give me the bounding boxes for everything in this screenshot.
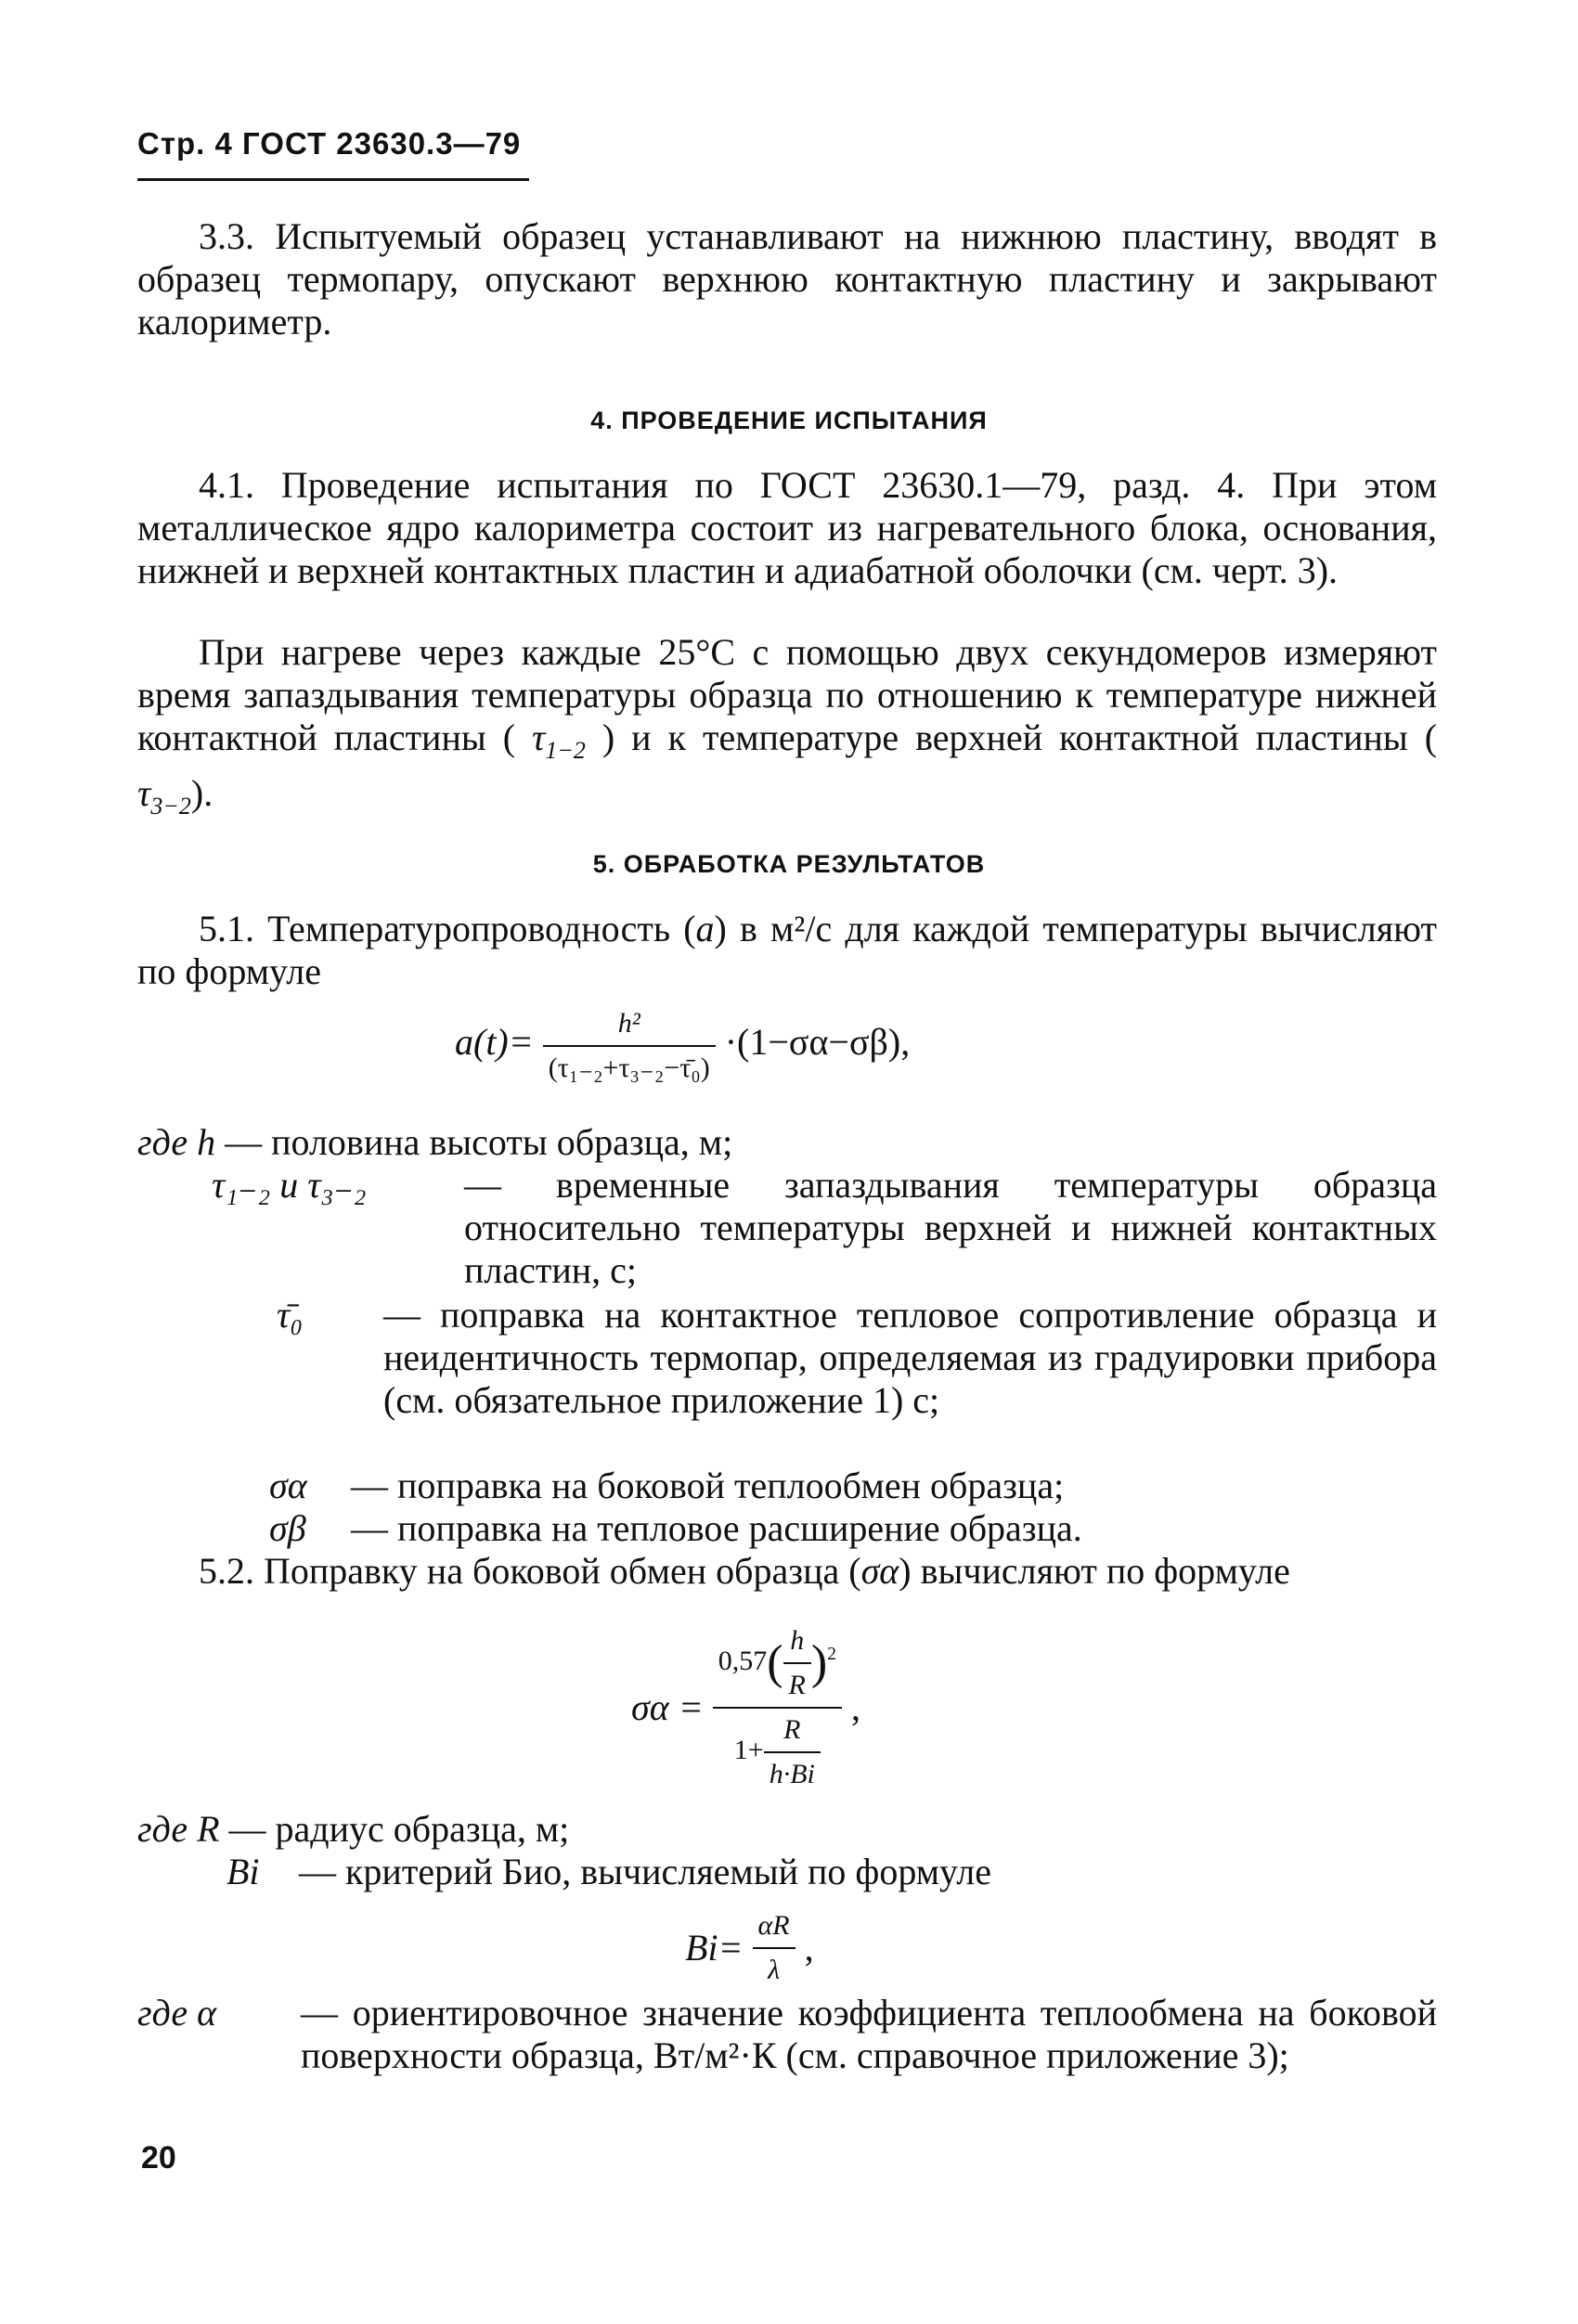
fraction-numerator — [713, 1620, 842, 1707]
definition-symbol: где R — [137, 1808, 220, 1850]
paragraph-5-2 — [137, 1550, 1437, 1593]
one-plus: 1+ — [733, 1734, 764, 1765]
inner-fraction-2 — [764, 1709, 821, 1796]
paren-left: ( — [767, 1636, 783, 1689]
text-fragment: ). — [190, 772, 213, 814]
definition-text: — поправка на тепловое расширение образца. — [351, 1507, 1082, 1549]
symbol-a: a — [695, 908, 715, 949]
tau-1-2-symbol: $\tau_{1-2}$ — [532, 717, 586, 764]
header-rule — [137, 178, 529, 181]
formula-lhs: a(t)= — [455, 1021, 534, 1064]
inner-numerator: h — [790, 1625, 805, 1656]
definition-symbol: σβ — [269, 1507, 306, 1549]
fraction-denominator — [713, 1707, 842, 1796]
definition-symbol: σα — [269, 1465, 307, 1506]
coefficient: 0,57 — [718, 1645, 768, 1676]
text-fragment: ) в м²/с для каждой температуры вычисляют по формуле — [137, 908, 1437, 992]
text-fragment: При нагреве через каждые 25°С с помощью двух секундомеров измеряют время запаздывания температуры образца по отношению к температуре нижней контактной пластины ( — [137, 631, 1437, 758]
definition-sigma-alpha — [269, 1465, 1064, 1507]
definition-sigma-beta — [269, 1507, 1082, 1550]
inner-numerator-2: R — [783, 1714, 801, 1745]
formula-fraction — [713, 1620, 842, 1796]
definition-text: — критерий Био, вычисляемый по формуле — [299, 1851, 991, 1892]
exponent: 2 — [827, 1644, 836, 1664]
text-fragment: 5.2. Поправку на боковой обмен образца ( — [199, 1550, 861, 1592]
sigma-alpha-symbol: σα — [860, 1550, 899, 1592]
formula-tail: , — [804, 1927, 814, 1969]
formula-lhs: Bi= — [685, 1927, 744, 1969]
formula-fraction — [543, 1002, 716, 1090]
page-number: 20 — [141, 2140, 176, 2176]
fraction-denominator: (τ₁₋₂+τ₃₋₂−τ̄₀) — [543, 1045, 716, 1090]
paragraph-4-1: 4.1. Проведение испытания по ГОСТ 23630.1—79, разд. 4. При этом металлическое ядро калориметра состоит из нагревательного блока, основания, нижней и верхней контактных пластин и адиабатной оболочки (см. черт. 3). — [137, 464, 1437, 591]
formula-fraction — [753, 1904, 795, 1992]
definition-tau0 — [277, 1294, 1437, 1422]
definition-h — [137, 1121, 732, 1164]
definition-alpha — [137, 1992, 1437, 2077]
formula-lhs: σα = — [631, 1686, 704, 1728]
definition-text: — половина высоты образца, м; — [225, 1121, 733, 1163]
inner-denominator-2: h·Bi — [764, 1751, 821, 1796]
paragraph-5-1 — [137, 908, 1437, 993]
definition-symbol: τ̄₀ — [277, 1294, 304, 1336]
formula-Bi — [685, 1904, 814, 1992]
definition-text: — временные запаздывания температуры образца относительно температуры верхней и нижней контактных пластин, с; — [464, 1164, 1437, 1291]
text-fragment: 5.1. Температуропроводность ( — [199, 908, 696, 949]
paragraph-4-1-continued — [137, 631, 1437, 828]
text-fragment: ) вычисляют по формуле — [899, 1550, 1290, 1592]
section-5-heading: 5. ОБРАБОТКА РЕЗУЛЬТАТОВ — [592, 850, 986, 878]
formula-a-t — [455, 1002, 910, 1090]
definition-symbol: где α — [137, 1992, 217, 2034]
definition-tau — [212, 1164, 1437, 1292]
definition-text: — поправка на боковой теплообмен образца; — [351, 1465, 1065, 1506]
formula-tail: , — [850, 1686, 860, 1728]
inner-fraction — [783, 1620, 811, 1707]
fraction-denominator: λ — [753, 1947, 795, 1992]
definition-R — [137, 1808, 569, 1851]
paragraph-3-3: 3.3. Испытуемый образец устанавливают на нижнюю пластину, вводят в образец термопару, опускают верхнюю контактную пластину и закрывают калориметр. — [137, 215, 1437, 342]
definition-symbol: где h — [137, 1121, 216, 1163]
inner-denominator: R — [783, 1662, 811, 1707]
tau-3-2-symbol: $\tau_{3-2}$ — [137, 772, 191, 820]
fraction-numerator: h² — [617, 1008, 640, 1039]
page-header: Стр. 4 ГОСТ 23630.3—79 — [137, 126, 522, 161]
definition-text: — радиус образца, м; — [228, 1808, 570, 1850]
paren-right: ) — [810, 1636, 828, 1689]
definition-text: — поправка на контактное тепловое сопротивление образца и неидентичность термопар, определяемая из градуировки прибора (см. обязательное приложение 1) с; — [383, 1294, 1437, 1421]
definition-text: — ориентировочное значение коэффициента теплообмена на боковой поверхности образца, Вт/м²·К (см. справочное приложение 3); — [301, 1992, 1437, 2076]
fraction-numerator: αR — [757, 1910, 790, 1941]
definition-Bi — [226, 1851, 991, 1893]
definition-symbol: τ₁₋₂ и τ₃₋₂ — [212, 1164, 367, 1206]
text-fragment: ) и к температуре верхней контактной пластины ( — [601, 717, 1438, 758]
section-4-heading: 4. ПРОВЕДЕНИЕ ИСПЫТАНИЯ — [590, 407, 988, 434]
definition-symbol: Bi — [226, 1851, 260, 1892]
formula-rhs: ·(1−σα−σβ), — [724, 1021, 911, 1064]
formula-sigma-alpha — [631, 1620, 860, 1796]
